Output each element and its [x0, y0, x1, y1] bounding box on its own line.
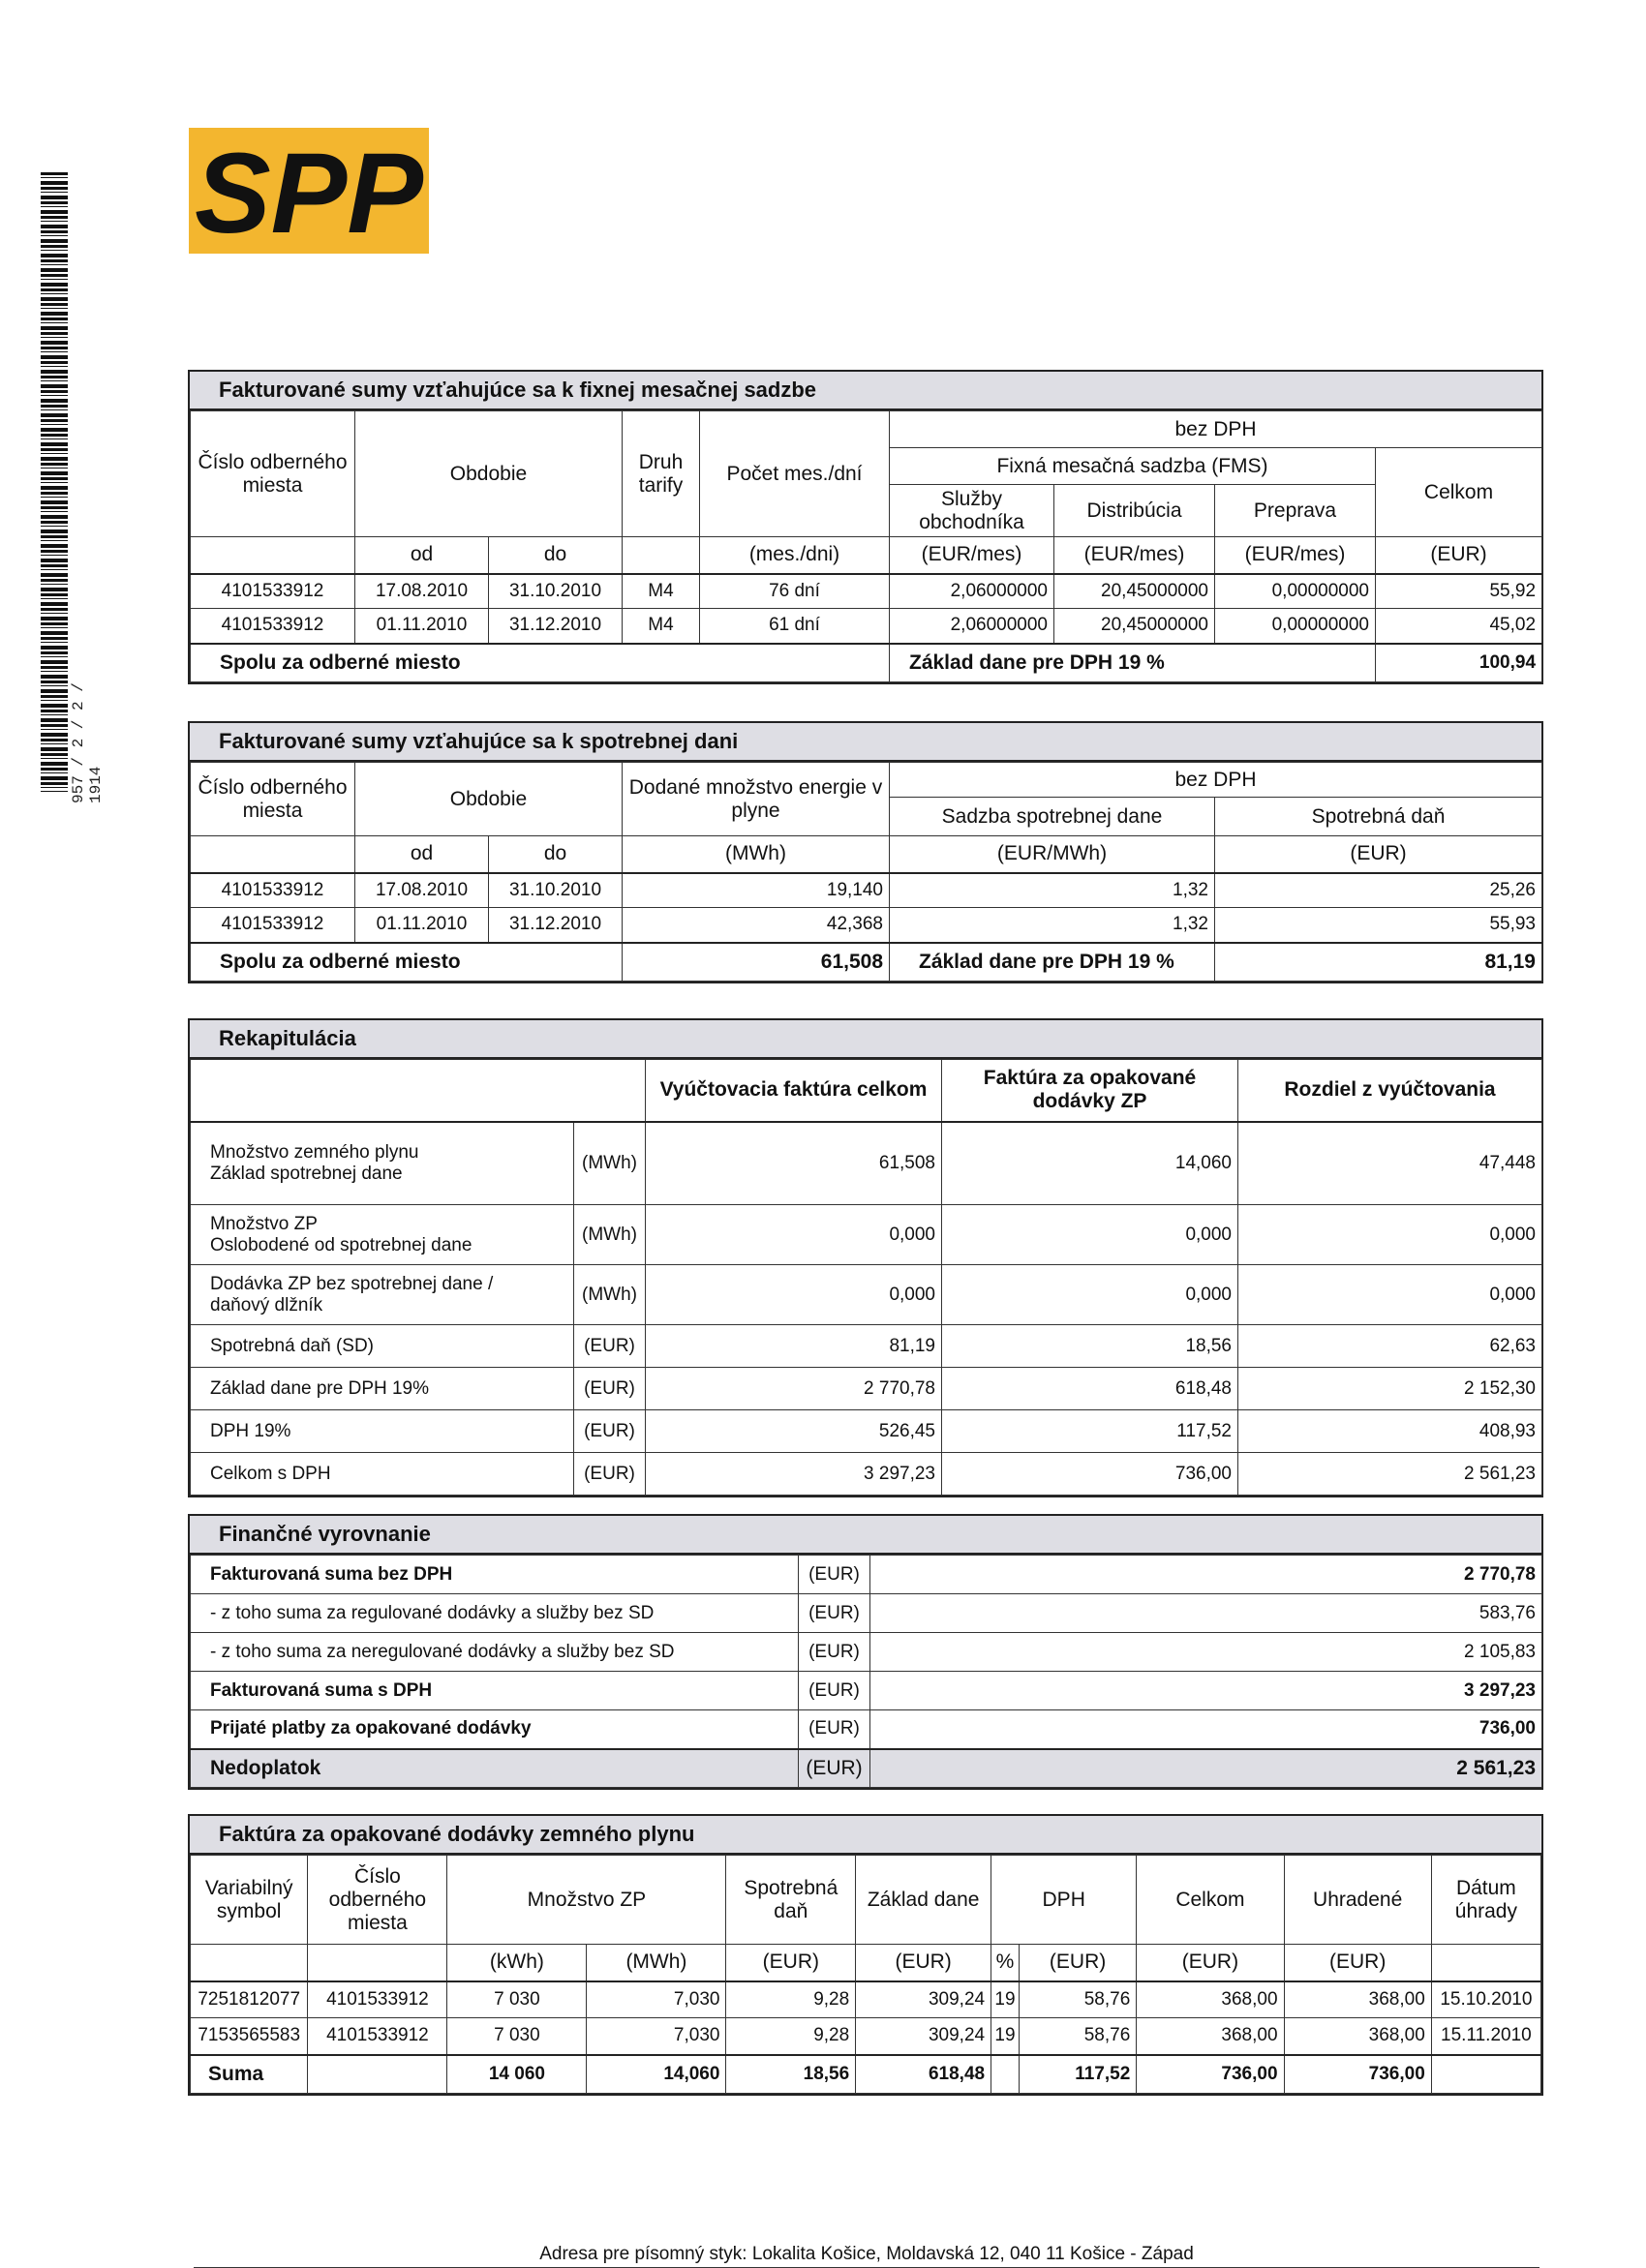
sum-spotr: 18,56: [726, 2055, 856, 2094]
footer-address: Adresa pre písomný styk: Lokalita Košice, Moldavská 12, 040 11 Košice - Západ: [194, 2244, 1539, 2268]
row-unit: (EUR): [574, 1368, 646, 1410]
table-row: [191, 1368, 1542, 1410]
row-label: Množstvo ZP: [210, 1213, 318, 1234]
cell-zaklad: 309,24: [856, 1981, 991, 2018]
unit-blank: [191, 537, 355, 574]
row-label: Fakturovaná suma bez DPH: [191, 1556, 799, 1594]
unit-do: do: [489, 537, 623, 574]
cell-do: 31.10.2010: [489, 574, 623, 609]
cell-celkom: 45,02: [1376, 609, 1542, 644]
sum-uhr: 736,00: [1284, 2055, 1431, 2094]
cell-celkom: 368,00: [1137, 2018, 1284, 2055]
logo-text: SPP: [194, 130, 424, 254]
excise-title: Fakturované sumy vzťahujúce sa k spotrebnej dani: [190, 723, 1541, 762]
cell-uhr: 368,00: [1284, 2018, 1431, 2055]
cell-dph: 58,76: [1019, 1981, 1136, 2018]
cell-miesto: 4101533912: [191, 609, 355, 644]
total-label: Spolu za odberné miesto: [191, 943, 623, 982]
recap-title: Rekapitulácia: [190, 1020, 1541, 1059]
unit-mwh: (MWh): [587, 1945, 726, 1981]
cell-miesto: 4101533912: [191, 574, 355, 609]
row-unit: (EUR): [574, 1410, 646, 1453]
sum-mwh: 14,060: [587, 2055, 726, 2094]
table-row: [191, 574, 1542, 609]
row-unit: (EUR): [799, 1672, 870, 1710]
cell-vyuct: 81,19: [646, 1325, 942, 1368]
cell-var: 7251812077: [191, 1981, 308, 2018]
col-dodane: Dodané množstvo energie v plyne: [623, 763, 890, 836]
repeat-table: [190, 1855, 1541, 2094]
row-value: 2 770,78: [870, 1556, 1542, 1594]
col-spotr: Spotrebná daň: [726, 1856, 856, 1945]
recap-section: [188, 1018, 1543, 1497]
spp-logo-mark: [189, 128, 429, 254]
cell-prep: 0,00000000: [1215, 609, 1376, 644]
row-sublabel: Základ spotrebnej dane: [210, 1163, 403, 1184]
row-value: 583,76: [870, 1594, 1542, 1633]
cell-sluzby: 2,06000000: [890, 574, 1054, 609]
table-row: [191, 609, 1542, 644]
cell-prep: 0,00000000: [1215, 574, 1376, 609]
cell-datum: 15.10.2010: [1431, 1981, 1540, 2018]
cell-sadzba: 1,32: [890, 908, 1215, 943]
cell-pct: 19: [991, 1981, 1020, 2018]
cell-sadzba: 1,32: [890, 873, 1215, 908]
table-row: [191, 1981, 1541, 2018]
col-uhr: Uhradené: [1284, 1856, 1431, 1945]
unit-mwh: (MWh): [623, 836, 890, 873]
row-label: Celkom s DPH: [191, 1453, 574, 1496]
cell-opak: 0,000: [942, 1265, 1238, 1325]
cell-do: 31.12.2010: [489, 609, 623, 644]
cell-kwh: 7 030: [447, 1981, 587, 2018]
row-unit: (EUR): [799, 1594, 870, 1633]
unit-eur: (EUR): [1215, 836, 1542, 873]
cell-vyuct: 526,45: [646, 1410, 942, 1453]
total-mnozstvo: 61,508: [623, 943, 890, 982]
unit-od: od: [355, 537, 489, 574]
fixed-fee-title: Fakturované sumy vzťahujúce sa k fixnej mesačnej sadzbe: [190, 372, 1541, 410]
unit-eur: (EUR): [1137, 1945, 1284, 1981]
cell-do: 31.10.2010: [489, 873, 623, 908]
unit-eur: (EUR): [1376, 537, 1542, 574]
row-sublabel: daňový dlžník: [210, 1294, 323, 1315]
row-label: DPH 19%: [191, 1410, 574, 1453]
cell-var: 7153565583: [191, 2018, 308, 2055]
col-bezdph: bez DPH: [890, 763, 1542, 798]
row-unit: (EUR): [799, 1710, 870, 1749]
unit-blank: [191, 1945, 308, 1981]
col-fms: Fixná mesačná sadzba (FMS): [890, 448, 1376, 485]
total-row: [191, 644, 1542, 682]
unit-blank: [191, 836, 355, 873]
col-datum: Dátum úhrady: [1431, 1856, 1540, 1945]
total-row: [191, 943, 1542, 982]
nedoplatok-unit: (EUR): [799, 1749, 870, 1788]
cell-tarifa: M4: [623, 609, 700, 644]
nedoplatok-label: Nedoplatok: [191, 1749, 799, 1788]
finance-table: [190, 1555, 1542, 1788]
cell-od: 17.08.2010: [355, 574, 489, 609]
cell-mnozstvo: 19,140: [623, 873, 890, 908]
col-obdobie: Obdobie: [355, 411, 623, 537]
row-unit: (EUR): [574, 1453, 646, 1496]
base-label: Základ dane pre DPH 19 %: [890, 943, 1215, 982]
row-unit: (EUR): [799, 1633, 870, 1672]
recap-table: [190, 1059, 1542, 1496]
unit-blank: [308, 1945, 447, 1981]
total-label: Spolu za odberné miesto: [191, 644, 890, 682]
table-row: [191, 1325, 1542, 1368]
table-row: [191, 1672, 1542, 1710]
repeat-section: [188, 1814, 1543, 2096]
table-row: [191, 1710, 1542, 1749]
side-barcode: [41, 172, 68, 792]
col-zaklad: Základ dane: [856, 1856, 991, 1945]
sum-zaklad: 618,48: [856, 2055, 991, 2094]
cell-spotr: 9,28: [726, 1981, 856, 2018]
unit-eur: (EUR): [1019, 1945, 1136, 1981]
cell-rozdiel: 2 152,30: [1238, 1368, 1542, 1410]
row-unit: (MWh): [574, 1265, 646, 1325]
col-obdobie: Obdobie: [355, 763, 623, 836]
row-sublabel: Oslobodené od spotrebnej dane: [210, 1234, 472, 1255]
total-dan: 81,19: [1215, 943, 1542, 982]
col-cislo: Číslo odberného miesta: [191, 411, 355, 537]
unit-mesdni: (mes./dni): [700, 537, 890, 574]
col-preprava: Preprava: [1215, 485, 1376, 537]
cell-mwh: 7,030: [587, 2018, 726, 2055]
cell-mwh: 7,030: [587, 1981, 726, 2018]
row-label: Prijaté platby za opakované dodávky: [191, 1710, 799, 1749]
table-row: [191, 2018, 1541, 2055]
row-label: - z toho suma za regulované dodávky a služby bez SD: [191, 1594, 799, 1633]
unit-kwh: (kWh): [447, 1945, 587, 1981]
col-pocet: Počet mes./dní: [700, 411, 890, 537]
row-value: 736,00: [870, 1710, 1542, 1749]
cell-rozdiel: 0,000: [1238, 1265, 1542, 1325]
sum-dph: 117,52: [1019, 2055, 1136, 2094]
table-row: [191, 908, 1542, 943]
unit-eurmes: (EUR/mes): [1054, 537, 1215, 574]
table-row: [191, 1205, 1542, 1265]
row-label: - z toho suma za neregulované dodávky a služby bez SD: [191, 1633, 799, 1672]
finance-section: [188, 1514, 1543, 1790]
col-opak: Faktúra za opakované dodávky ZP: [942, 1060, 1238, 1122]
unit-eurmes: (EUR/mes): [890, 537, 1054, 574]
excise-section: [188, 721, 1543, 983]
col-mnozstvo: Množstvo ZP: [447, 1856, 726, 1945]
sum-celkom: 736,00: [1137, 2055, 1284, 2094]
cell-rozdiel: 408,93: [1238, 1410, 1542, 1453]
unit-blank: [1431, 1945, 1540, 1981]
table-row: [191, 1453, 1542, 1496]
row-unit: (MWh): [574, 1122, 646, 1205]
cell-tarifa: M4: [623, 574, 700, 609]
cell-rozdiel: 47,448: [1238, 1122, 1542, 1205]
cell-do: 31.12.2010: [489, 908, 623, 943]
cell-miesto: 4101533912: [191, 908, 355, 943]
row-label: Dodávka ZP bez spotrebnej dane /: [210, 1273, 494, 1294]
cell-celkom: 368,00: [1137, 1981, 1284, 2018]
unit-pct: %: [991, 1945, 1020, 1981]
cell-miesto: 4101533912: [308, 2018, 447, 2055]
col-celkom: Celkom: [1137, 1856, 1284, 1945]
col-cislo: Číslo odberného miesta: [308, 1856, 447, 1945]
cell-vyuct: 0,000: [646, 1205, 942, 1265]
spp-logo: [189, 128, 429, 254]
cell-opak: 0,000: [942, 1205, 1238, 1265]
col-rozdiel: Rozdiel z vyúčtovania: [1238, 1060, 1542, 1122]
unit-blank: [623, 537, 700, 574]
table-row: [191, 1265, 1542, 1325]
cell-opak: 736,00: [942, 1453, 1238, 1496]
cell-pocet: 76 dní: [700, 574, 890, 609]
cell-od: 01.11.2010: [355, 908, 489, 943]
row-label: Základ dane pre DPH 19%: [191, 1368, 574, 1410]
cell-rozdiel: 0,000: [1238, 1205, 1542, 1265]
cell-spotr: 9,28: [726, 2018, 856, 2055]
row-unit: (MWh): [574, 1205, 646, 1265]
cell-zaklad: 309,24: [856, 2018, 991, 2055]
table-row: [191, 1633, 1542, 1672]
col-var: Variabilný symbol: [191, 1856, 308, 1945]
sum-row: [191, 2055, 1541, 2094]
unit-do: do: [489, 836, 623, 873]
row-label: Množstvo zemného plynu: [210, 1141, 419, 1163]
row-value: 3 297,23: [870, 1672, 1542, 1710]
cell-dan: 25,26: [1215, 873, 1542, 908]
unit-eur: (EUR): [1284, 1945, 1431, 1981]
unit-eurmwh: (EUR/MWh): [890, 836, 1215, 873]
col-celkom: Celkom: [1376, 448, 1542, 537]
table-row: [191, 873, 1542, 908]
finance-title: Finančné vyrovnanie: [190, 1516, 1541, 1555]
cell-celkom: 55,92: [1376, 574, 1542, 609]
cell-rozdiel: 2 561,23: [1238, 1453, 1542, 1496]
cell-od: 01.11.2010: [355, 609, 489, 644]
col-cislo: Číslo odberného miesta: [191, 763, 355, 836]
unit-eur: (EUR): [726, 1945, 856, 1981]
cell-vyuct: 3 297,23: [646, 1453, 942, 1496]
cell-datum: 15.11.2010: [1431, 2018, 1540, 2055]
col-sadzba: Sadzba spotrebnej dane: [890, 798, 1215, 836]
unit-eur: (EUR): [856, 1945, 991, 1981]
cell-kwh: 7 030: [447, 2018, 587, 2055]
cell-vyuct: 0,000: [646, 1265, 942, 1325]
sum-label: Suma: [191, 2055, 308, 2094]
total-value: 100,94: [1376, 644, 1542, 682]
side-code: 957 / 2 / 2 / 1914: [70, 682, 105, 803]
cell-uhr: 368,00: [1284, 1981, 1431, 2018]
cell-vyuct: 61,508: [646, 1122, 942, 1205]
col-druh: Druh tarify: [623, 411, 700, 537]
col-dan: Spotrebná daň: [1215, 798, 1542, 836]
row-label: Spotrebná daň (SD): [191, 1325, 574, 1368]
cell-opak: 14,060: [942, 1122, 1238, 1205]
row-value: 2 105,83: [870, 1633, 1542, 1672]
cell-rozdiel: 62,63: [1238, 1325, 1542, 1368]
col-sluzby: Služby obchodníka: [890, 485, 1054, 537]
cell-opak: 18,56: [942, 1325, 1238, 1368]
cell-distr: 20,45000000: [1054, 609, 1215, 644]
sum-blank: [991, 2055, 1020, 2094]
excise-table: [190, 762, 1542, 982]
col-distr: Distribúcia: [1054, 485, 1215, 537]
col-blank: [191, 1060, 646, 1122]
sum-kwh: 14 060: [447, 2055, 587, 2094]
cell-od: 17.08.2010: [355, 873, 489, 908]
table-row: [191, 1594, 1542, 1633]
cell-mnozstvo: 42,368: [623, 908, 890, 943]
cell-opak: 618,48: [942, 1368, 1238, 1410]
cell-pct: 19: [991, 2018, 1020, 2055]
col-dph: DPH: [991, 1856, 1137, 1945]
repeat-title: Faktúra za opakované dodávky zemného plynu: [190, 1816, 1541, 1855]
nedoplatok-row: [191, 1749, 1542, 1788]
row-unit: (EUR): [574, 1325, 646, 1368]
cell-opak: 117,52: [942, 1410, 1238, 1453]
base-label: Základ dane pre DPH 19 %: [890, 644, 1376, 682]
fixed-fee-table: [190, 410, 1542, 682]
cell-distr: 20,45000000: [1054, 574, 1215, 609]
col-vyuct: Vyúčtovacia faktúra celkom: [646, 1060, 942, 1122]
cell-dan: 55,93: [1215, 908, 1542, 943]
cell-miesto: 4101533912: [308, 1981, 447, 2018]
nedoplatok-value: 2 561,23: [870, 1749, 1542, 1788]
unit-od: od: [355, 836, 489, 873]
col-bezdph: bez DPH: [890, 411, 1542, 448]
sum-blank: [308, 2055, 447, 2094]
row-label: Fakturovaná suma s DPH: [191, 1672, 799, 1710]
unit-eurmes: (EUR/mes): [1215, 537, 1376, 574]
cell-miesto: 4101533912: [191, 873, 355, 908]
cell-vyuct: 2 770,78: [646, 1368, 942, 1410]
table-row: [191, 1410, 1542, 1453]
sum-blank: [1431, 2055, 1540, 2094]
cell-pocet: 61 dní: [700, 609, 890, 644]
fixed-fee-section: [188, 370, 1543, 684]
cell-sluzby: 2,06000000: [890, 609, 1054, 644]
cell-dph: 58,76: [1019, 2018, 1136, 2055]
row-unit: (EUR): [799, 1556, 870, 1594]
table-row: [191, 1122, 1542, 1205]
table-row: [191, 1556, 1542, 1594]
